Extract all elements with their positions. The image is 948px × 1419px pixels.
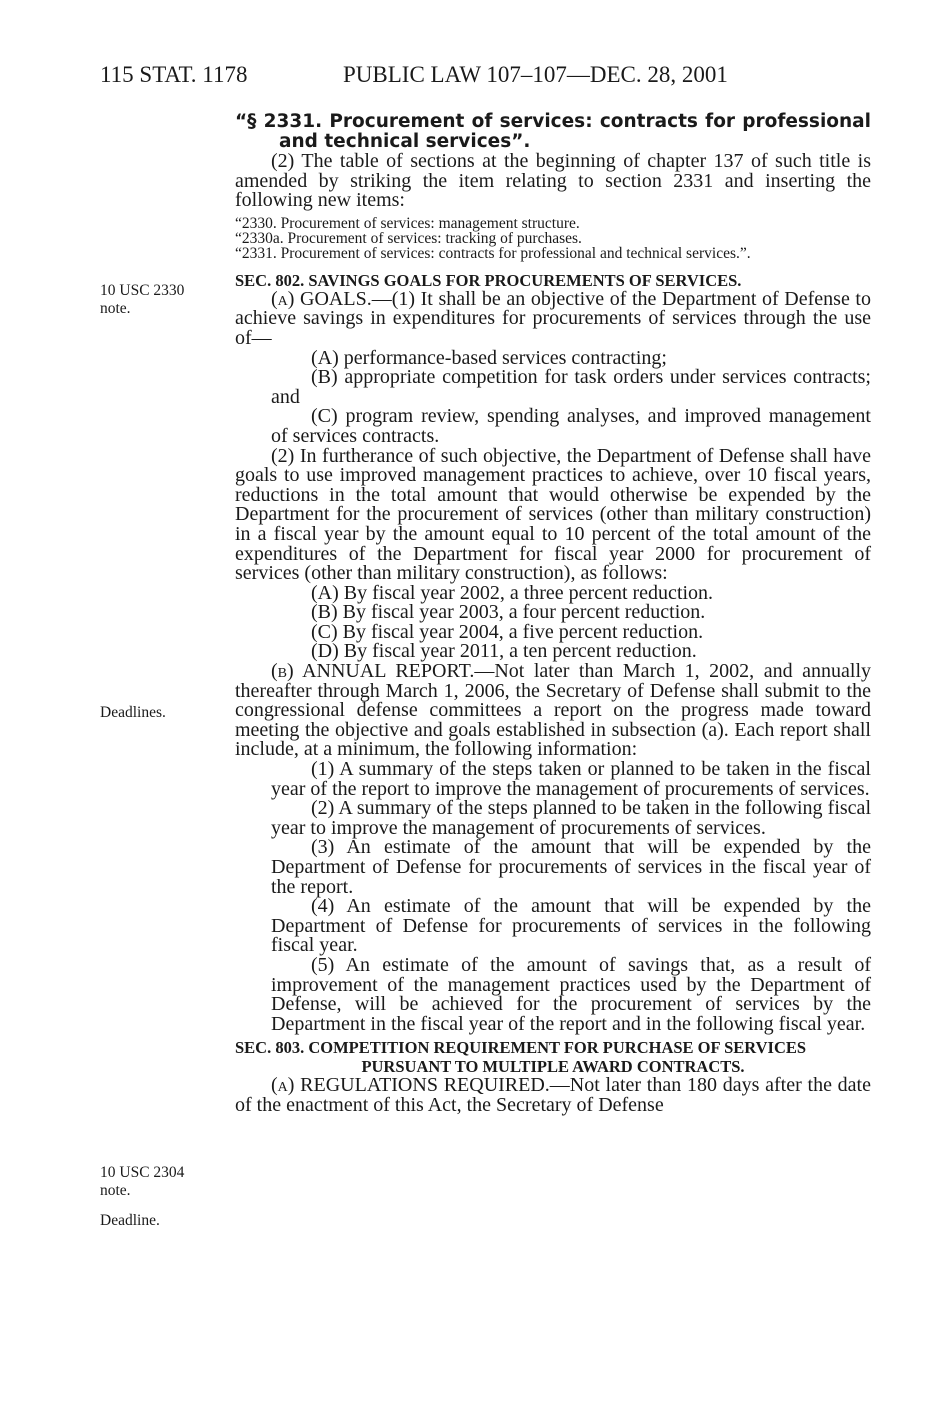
public-law-citation: PUBLIC LAW 107–107—DEC. 28, 2001 [343, 62, 728, 87]
table-of-sections-items [235, 216, 871, 261]
sec-802-a-item-B: (B) appropriate competition for task orders under services contracts; and [271, 366, 871, 408]
margin-note-text: Deadline. [100, 1212, 160, 1229]
margin-note-deadlines [100, 704, 220, 722]
sec-802-b-item-3: (3) An estimate of the amount that will be expended by the Department of Defense for procurements of services in the fiscal year of the report. [271, 836, 871, 898]
stat-page-number: 115 STAT. 1178 [100, 62, 248, 87]
sec-802-heading: SEC. 802. SAVINGS GOALS FOR PROCUREMENTS OF SERVICES. [235, 270, 742, 290]
toc-item-2330: “2330. Procurement of services: management structure. [235, 214, 580, 232]
sec-803-subsection-a [235, 1076, 871, 1115]
subsection-b-label: (b) ANNUAL REPORT. [271, 660, 475, 683]
margin-note-usc-2330 [100, 282, 220, 318]
paragraph-table-of-sections: (2) The table of sections at the beginning of chapter 137 of such title is amended by striking the item relating to section 2331 and inserting the following new items: [235, 150, 871, 212]
margin-note-text: note. [100, 300, 131, 317]
sec-802-a2-item-A: (A) By fiscal year 2002, a three percent reduction. [311, 581, 714, 604]
subsection-a-label: (a) GOALS. [271, 287, 372, 310]
sec-802-a-item-C: (C) program review, spending analyses, and improved management of services contracts. [271, 405, 871, 447]
subsection-b-text: —Not later than March 1, 2002, and annually thereafter through March 1, 2006, the Secretary of Defense shall submit to the congressional defense committees a report on the progress made toward meeting the objective and goals established in subsection (a). Each report shall include, at a minimum, the following information: [235, 660, 871, 761]
running-header [0, 62, 948, 92]
margin-note-text: 10 USC 2330 [100, 282, 185, 299]
toc-item-2331: “2331. Procurement of services: contracts for professional and technical services.”. [235, 244, 751, 262]
sec-802-b-item-4: (4) An estimate of the amount that will be expended by the Department of Defense for procurements of services in the following fiscal year. [271, 895, 871, 957]
subsection-a-text: —(1) It shall be an objective of the Department of Defense to achieve savings in expenditures for procurements of services through the use of— [235, 287, 871, 349]
toc-item-2330a: “2330a. Procurement of services: tracking of purchases. [235, 229, 582, 247]
sec-802-subsection-b [235, 662, 871, 760]
sec-803-heading-line2: PURSUANT TO MULTIPLE AWARD CONTRACTS. [361, 1057, 745, 1077]
margin-note-text: 10 USC 2304 [100, 1164, 185, 1181]
sec-803-a-label: (a) REGULATIONS REQUIRED. [271, 1074, 550, 1097]
document-body [235, 112, 871, 1116]
sec-802-b-item-2: (2) A summary of the steps planned to be taken in the following fiscal year to improve the management of procurements of services. [271, 797, 871, 839]
sec-802-a-item-A: (A) performance-based services contracting; [311, 346, 667, 369]
sec-802-a2-item-D: (D) By fiscal year 2011, a ten percent reduction. [311, 640, 697, 663]
sec-803-heading-line1: SEC. 803. COMPETITION REQUIREMENT FOR PURCHASE OF SERVICES [235, 1038, 807, 1058]
margin-note-text: Deadlines. [100, 704, 166, 721]
section-2331-heading: “§ 2331. Procurement of services: contracts for professional and technical services”. [235, 111, 871, 152]
sec-802-b-item-1: (1) A summary of the steps taken or planned to be taken in the fiscal year of the report to improve the management of procurements of services. [271, 758, 871, 800]
sec-803-heading [235, 1038, 871, 1076]
margin-note-usc-2304 [100, 1164, 220, 1200]
margin-note-text: note. [100, 1182, 131, 1199]
margin-note-deadline [100, 1212, 220, 1230]
sec-803-a-text: —Not later than 180 days after the date of the enactment of this Act, the Secretary of Defense [235, 1074, 871, 1116]
sec-802-subsection-a [235, 287, 871, 349]
sec-802-a-paragraph-2: (2) In furtherance of such objective, the Department of Defense shall have goals to use improved management practices to achieve, over 10 fiscal years, reductions in the total amount that would otherwise be expended by the Department for the procurement of services (other than military construction) in a fiscal year by the amount equal to 10 percent of the total amount of the expenditures of the Department for fiscal year 2000 for procurement of services (other than military construction), as follows: [235, 444, 871, 585]
sec-802-a2-item-C: (C) By fiscal year 2004, a five percent reduction. [311, 620, 704, 643]
sec-802-a2-item-B: (B) By fiscal year 2003, a four percent reduction. [311, 601, 706, 624]
sec-802-b-item-5: (5) An estimate of the amount of savings that, as a result of improvement of the management practices used by the Department of Defense, will be achieved for the procurement of services by the Department in the fiscal year of the report and in the following fiscal year. [271, 953, 871, 1035]
